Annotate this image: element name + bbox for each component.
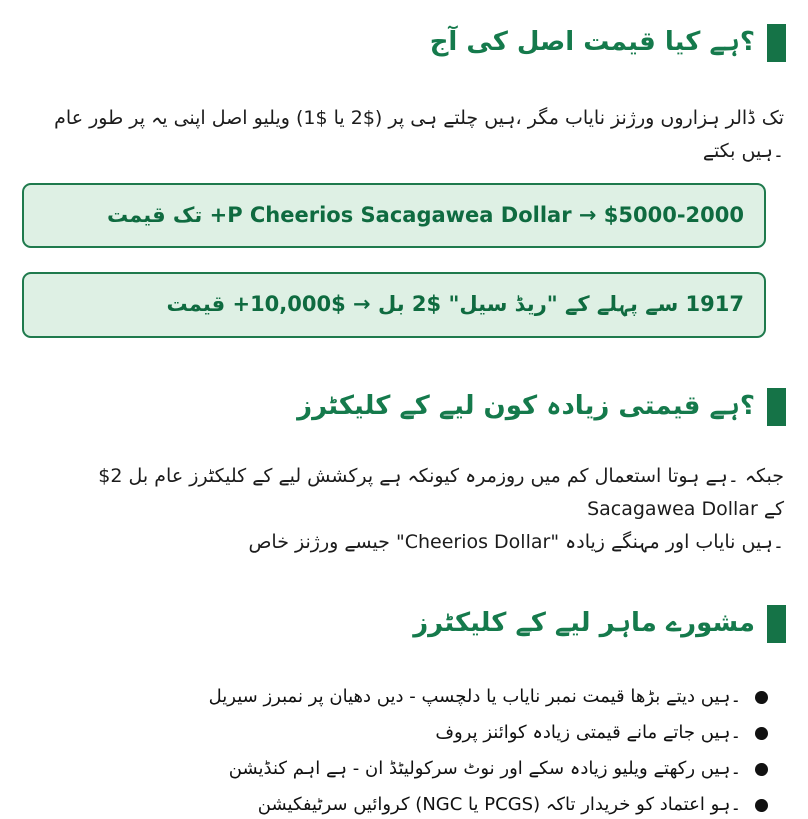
text-token: تک [761,107,784,129]
text-token: ہیں [484,107,516,129]
text-token: دیں [376,686,404,708]
text-token: سرٹیفکیشن [257,793,348,815]
text-token: اہم [292,757,321,779]
text-token: 1917 [685,292,744,316]
section-heading-expert-tips [22,605,786,643]
text-token: کی [466,27,508,58]
text-token: مہنگے [611,531,660,553]
value-box-red-seal-bill [22,272,766,338]
text-token: ہے [709,27,740,58]
text-token: سکے [528,757,565,779]
text-token: بل [377,292,405,316]
text-token: ۔ [772,140,784,163]
value-box-text [44,289,744,321]
text-token: کلیکٹرز [413,608,507,639]
text-token: 2$) [350,107,383,129]
list-item-text [435,719,741,748]
text-token: کے [565,292,590,316]
text-token: ماہر [599,608,657,639]
value-box-text [44,200,744,232]
text-token: استعمال [594,464,662,487]
text-token: عام [154,464,184,487]
value-box-cheerios-dollar [22,183,766,249]
text-token: زیادہ [532,722,571,744]
text-token: PCGS) [484,793,541,815]
text-token: یا [333,107,345,129]
text-token: پر [308,686,324,708]
text-token: ہوتا [667,464,700,487]
text-token: ۔ [730,793,741,815]
text-token: بکتے [702,140,736,163]
text-token: ۔ [730,722,741,744]
text-token: مشورے [665,608,755,639]
text-token: Sacagawea Dollar [587,497,758,520]
text-token: تاکہ [545,793,576,815]
text-token: دھیان [329,686,372,708]
text-token: بڑھا [630,686,661,708]
text-token: (1$ [295,107,328,129]
list-item-text [258,791,741,819]
text-token: کم [566,464,589,487]
section-heading-today-value [22,24,786,62]
text-token: یا [468,793,479,815]
text-token: آج [429,27,458,58]
text-token: پر [388,107,405,129]
text-token: ہیں [700,757,731,779]
text-token: پر [129,107,146,129]
text-token: زیادہ [569,757,608,779]
text-token: اصل [516,27,575,58]
paragraph-collector-comparison [22,460,784,560]
list-item [22,683,768,712]
text-token: ورژنز [611,107,655,129]
text-token: جبکہ [744,464,784,487]
text-token: سیریل [208,686,258,708]
heading-text [413,607,755,641]
text-token: قیمت [582,686,625,708]
section-heading-collectors-value [22,388,786,426]
text-token: روزمرہ [465,464,525,487]
text-token: کیونکہ [407,464,460,487]
bullet-icon [755,691,768,704]
text-token: ہیں [741,531,773,553]
text-token: ہے [705,464,728,487]
text-token: قیمت [166,292,226,316]
text-token: مانے [626,722,658,744]
text-token: +10,000$ [232,292,346,316]
text-token: ہے [325,757,348,779]
text-token: 2$ [411,292,442,316]
text-token: ورژنز [295,531,339,553]
text-token: سے [645,292,679,316]
text-token: خاص [248,531,289,553]
text-token: ؟ [739,390,755,421]
text-token: یہ [151,107,168,129]
text-token: ان [365,757,384,779]
text-token: پرکشش [307,464,374,487]
text-token: ڈالر [725,107,756,129]
text-token: ہے [379,464,402,487]
text-token: قیمتی [618,390,701,421]
text-token: دیتے [666,686,696,708]
text-token: لیے [278,464,302,487]
text-token: طور [89,107,124,129]
text-token: کلیکٹرز [297,390,391,421]
text-token: دلچسپ [421,686,481,708]
text-token: - [352,757,360,779]
text-token: نمبرز [263,686,303,708]
paragraph-line [22,526,784,559]
list-item [22,791,768,819]
bullet-icon [755,727,768,740]
text-token: کو [636,793,655,815]
text-token: → [353,292,371,316]
text-token: لیے [554,608,591,639]
paragraph-line [22,460,784,527]
text-token: قیمت [106,202,166,227]
text-token: اور [665,531,690,553]
text-token: اعتماد [659,793,705,815]
text-token: خریدار [581,793,631,815]
text-token: زیادہ [565,531,605,553]
text-token: نایاب [695,531,736,553]
heading-accent-bar [767,24,786,62]
text-token: لیے [438,390,475,421]
list-item-text [209,683,741,712]
list-item [22,719,768,748]
text-token: نایاب [502,686,541,708]
text-token: بل [128,464,149,487]
text-token: ہزاروں [660,107,720,129]
text-token: کنڈیشن [228,757,287,779]
text-token: قیمتی [575,722,621,744]
text-token: جاتے [662,722,696,744]
text-token: ۔ [730,686,741,708]
list-item [22,755,768,784]
text-token: کے [399,390,430,421]
text-token: اپنی [173,107,206,129]
text-token: نوٹ [463,757,495,779]
text-token: اصل [211,107,248,129]
paragraph-usual-value [22,102,784,169]
text-token: ہی [410,107,438,129]
text-token: ۔ [727,464,739,487]
text-token: ہو [710,793,731,815]
text-token: کے [763,497,784,520]
text-token: قیمت [583,27,656,58]
text-token: میں [530,464,561,487]
text-token: ۔ [730,757,741,779]
text-token: پروف [435,722,478,744]
heading-text [297,390,755,424]
text-token: ، [515,107,522,129]
text-token: کروائیں [353,793,410,815]
text-token: سرکولیٹڈ [389,757,458,779]
text-token: ہیں [700,722,731,744]
heading-accent-bar [767,388,786,426]
text-token: کے [515,608,546,639]
text-token: نمبر [545,686,577,708]
text-token: ہیں [741,140,773,163]
text-token: پہلے [596,292,638,316]
text-token: جیسے [344,531,390,553]
heading-text [430,26,755,60]
text-token: مگر [527,107,559,129]
text-token: ویلیو [253,107,290,129]
text-token: +P Cheerios Sacagawea Dollar → $5000-2000 [209,202,744,227]
list-item-text [229,755,741,784]
text-token: ویلیو [613,757,648,779]
text-token: کون [483,390,538,421]
text-token: زیادہ [546,390,610,421]
bullet-icon [755,763,768,776]
text-token: - [409,686,416,708]
text-token: ہے [709,390,740,421]
text-token: ؟ [739,27,755,58]
text-token: تک [172,202,203,227]
text-token: ہیں [700,686,731,708]
text-token: یا [486,686,497,708]
text-token: ۔ [772,531,784,553]
text-token: رکھتے [653,757,696,779]
text-token: اور [500,757,523,779]
text-token: کیا [664,27,701,58]
text-token: "ریڈ سیل" [448,292,558,316]
text-token: چلتے [443,107,479,129]
text-token: کلیکٹرز [189,464,247,487]
text-token: "Cheerios Dollar" [395,531,560,553]
text-token: عام [54,107,84,129]
text-token: (NGC [415,793,463,815]
text-token: $2 [98,464,123,487]
expert-tips-list [22,683,768,819]
heading-accent-bar [767,605,786,643]
text-token: کوائنز [483,722,527,744]
text-token: کے [252,464,273,487]
bullet-icon [755,799,768,812]
text-token: نایاب [564,107,605,129]
